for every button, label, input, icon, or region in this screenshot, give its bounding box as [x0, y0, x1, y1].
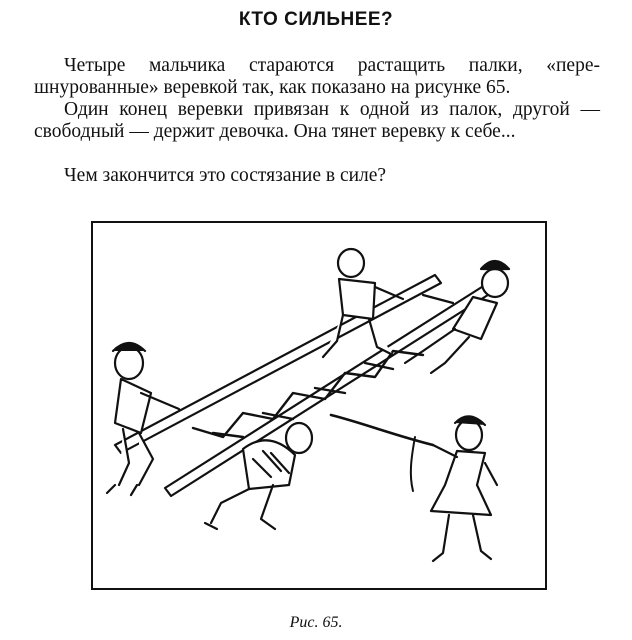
- tug-of-war-illustration-icon: [93, 223, 545, 588]
- figure-caption: Рис. 65.: [289, 614, 343, 631]
- paragraph-rope: Один конец веревки привязан к одной из палок, другой — свободный — держит девочка. Она тянет веревку к себе...: [34, 99, 600, 142]
- page-title: КТО СИЛЬНЕЕ?: [238, 9, 394, 30]
- figure-frame: [91, 221, 547, 590]
- girl: [431, 416, 497, 561]
- paragraph-intro: Четыре мальчика стараются растащить палки, «пере-шнурованные» веревкой так, как показано на рисунке 65.: [34, 55, 600, 98]
- boy-right: [405, 261, 509, 373]
- free-rope: [331, 415, 433, 445]
- paragraph-question: Чем закончится это состязание в силе?: [64, 165, 387, 186]
